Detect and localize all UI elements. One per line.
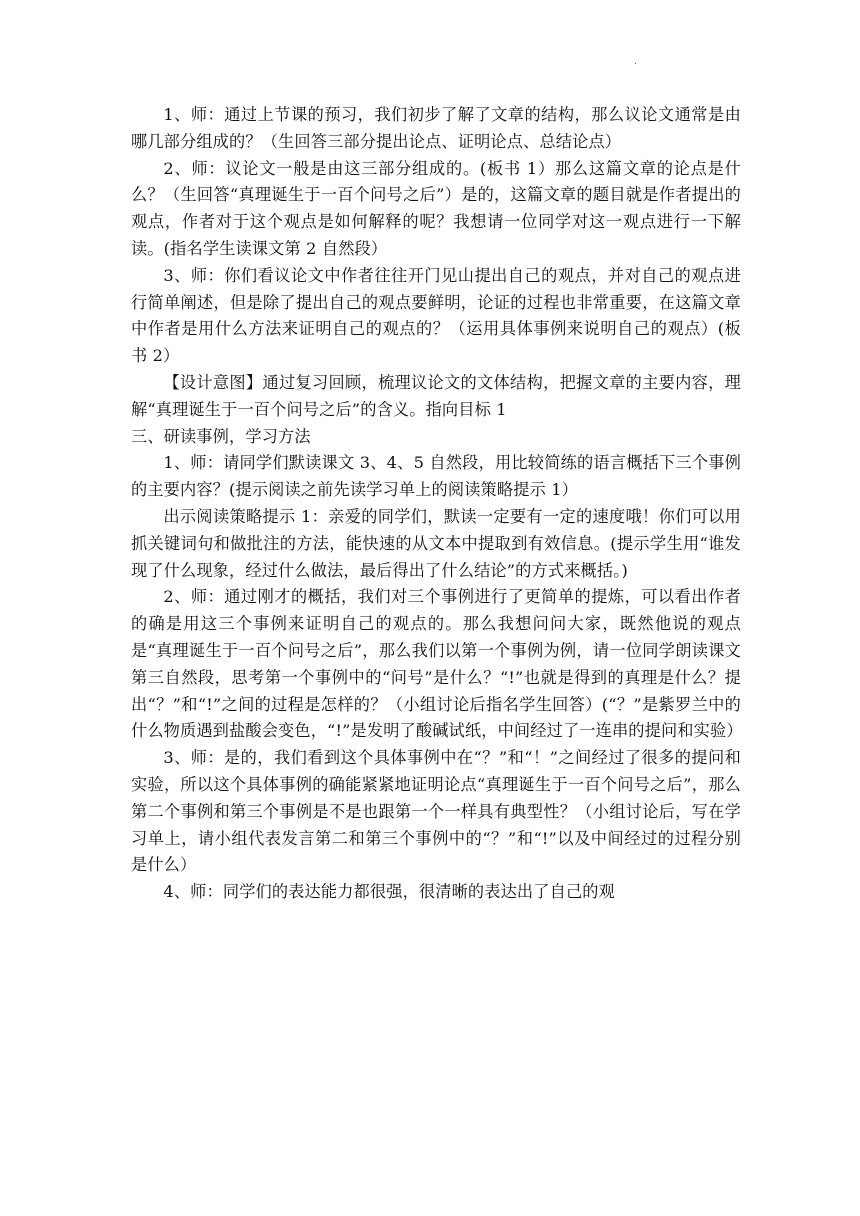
document-body — [131, 102, 741, 906]
paragraph-teacher-q2: 2、师：议论文一般是由这三部分组成的。(板书 1）那么这篇文章的论点是什么？（生回答“真理诞生于一百个问号之后”）是的，这篇文章的题目就是作者提出的观点，作者对于这个观点是如何解释的呢？我想请一位同学对这一观点进行一下解读。(指名学生读课文第 2 自然段） — [131, 158, 741, 258]
page-corner-mark: · — [634, 59, 638, 70]
paragraph-teacher-summary: 4、师：同学们的表达能力都很强，很清晰的表达出了自己的观 — [163, 882, 615, 902]
paragraph-design-intent: 【设计意图】通过复习回顾，梳理议论文的文体结构，把握文章的主要内容，理解“真理诞生于一百个问号之后”的含义。指向目标 1 — [131, 372, 741, 419]
section-heading: 三、研读事例，学习方法 — [131, 426, 311, 446]
paragraph-example-analysis: 2、师：通过刚才的概括，我们对三个事例进行了更简单的提炼，可以看出作者的确是用这三个事例来证明自己的观点的。那么我想问问大家，既然他说的观点是“真理诞生于一百个问号之后”，那么我们以第一个事例为例，请一位同学朗读课文第三自然段，思考第一个事例中的“问号”是什么？“!”也就是得到的真理是什么？提出“？”和“!”之间的过程是怎样的？（小组讨论后指名学生回答）(“？”是紫罗兰中的什么物质遇到盐酸会变色，“!”是发明了酸碱试纸，中间经过了一连串的提问和实验） — [131, 587, 743, 741]
paragraph-teacher-q1: 1、师：通过上节课的预习，我们初步了解了文章的结构，那么议论文通常是由哪几部分组成的？（生回答三部分提出论点、证明论点、总结论点） — [131, 105, 741, 151]
paragraph-group-discussion: 3、师：是的，我们看到这个具体事例中在“？”和“！”之间经过了很多的提问和实验，所以这个具体事例的确能紧紧地证明论点“真理诞生于一百个问号之后”，那么第二个事例和第三个事例是不是也跟第一个一样具有典型性？（小组讨论后，写在学习单上，请小组代表发言第二和第三个事例中的“？”和“!”以及中间经过的过程分别是什么） — [131, 748, 741, 875]
paragraph-reading-strategy: 出示阅读策略提示 1：亲爱的同学们，默读一定要有一定的速度哦！你们可以用抓关键词句和做批注的方法，能快速的从文本中提取到有效信息。(提示学生用“谁发现了什么现象，经过什么做法，最后得出了什么结论”的方式来概括。) — [131, 506, 741, 580]
paragraph-reading-task: 1、师：请同学们默读课文 3、4、5 自然段，用比较简练的语言概括下三个事例的主要内容？(提示阅读之前先读学习单上的阅读策略提示 1） — [131, 453, 741, 500]
paragraph-teacher-q3: 3、师：你们看议论文中作者往往开门见山提出自己的观点，并对自己的观点进行简单阐述，但是除了提出自己的观点要鲜明，论证的过程也非常重要，在这篇文章中作者是用什么方法来证明自己的观点的？（运用具体事例来说明自己的观点）(板书 2） — [131, 265, 741, 366]
